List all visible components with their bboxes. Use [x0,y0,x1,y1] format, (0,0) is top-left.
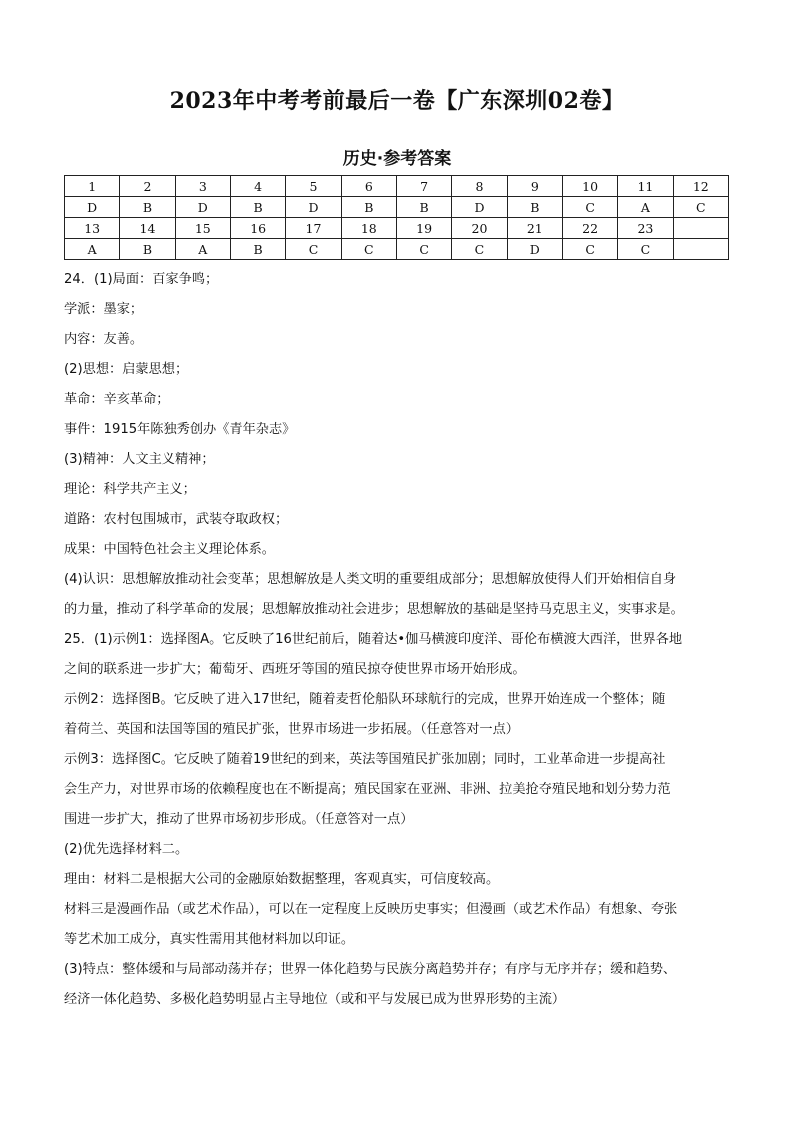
answer-line: (3)精神：人文主义精神； [64,452,215,467]
answer-line: 材料三是漫画作品（或艺术作品），可以在一定程度上反映历史事实；但漫画（或艺术作品）有想象、夸张 [64,902,678,917]
question-number-cell: 7 [396,176,451,197]
answer-table [64,175,729,260]
answer-cell: C [341,239,396,260]
question-number-cell: 19 [396,218,451,239]
question-number-cell: 23 [618,218,673,239]
answer-content [64,265,730,1015]
answer-cell: D [65,197,120,218]
answer-cell: B [341,197,396,218]
answer-line: 成果：中国特色社会主义理论体系。 [64,542,275,557]
document-subtitle: 历史·参考答案 [342,149,452,169]
answer-cell: B [396,197,451,218]
answer-cell: A [175,239,230,260]
answer-cell: C [396,239,451,260]
question-number-cell: 9 [507,176,562,197]
answer-line: 的力量，推动了科学革命的发展；思想解放推动社会进步；思想解放的基础是坚持马克思主义，实事求是。 [64,602,684,617]
answer-cell: D [286,197,341,218]
answer-line: 24．(1)局面：百家争鸣； [64,272,219,287]
question-number-cell: 13 [65,218,120,239]
question-number-cell: 16 [230,218,285,239]
answer-line: 着荷兰、英国和法国等国的殖民扩张，世界市场进一步拓展。（任意答对一点） [64,722,519,737]
question-number-cell: 5 [286,176,341,197]
answer-line: (4)认识：思想解放推动社会变革；思想解放是人类文明的重要组成部分；思想解放使得人们开始相信自身 [64,572,677,587]
answer-cell: A [618,197,673,218]
answer-cell: A [65,239,120,260]
answer-line: 围进一步扩大，推动了世界市场初步形成。（任意答对一点） [64,812,414,827]
answer-cell: B [507,197,562,218]
question-number-cell: 4 [230,176,285,197]
answer-row [65,197,729,218]
answer-cell: C [618,239,673,260]
answer-line: 示例3：选择图C。它反映了随着19世纪的到来，英法等国殖民扩张加剧；同时，工业革命进一步提高社 [64,752,666,767]
answer-line: 经济一体化趋势、多极化趋势明显占主导地位（或和平与发展已成为世界形势的主流） [64,992,566,1007]
answer-line: 理论：科学共产主义； [64,482,196,497]
question-number-cell: 1 [65,176,120,197]
answer-cell: D [507,239,562,260]
question-number-cell: 18 [341,218,396,239]
answer-line: 25．(1)示例1：选择图A。它反映了16世纪前后，随着达•伽马横渡印度洋、哥伦布横渡大西洋，世界各地 [64,632,683,647]
question-number-cell: 15 [175,218,230,239]
answer-cell: B [230,197,285,218]
answer-line: 理由：材料二是根据大公司的金融原始数据整理，客观真实，可信度较高。 [64,872,500,887]
answer-cell: B [120,197,175,218]
answer-cell: C [452,239,507,260]
answer-line: (3)特点：整体缓和与局部动荡并存；世界一体化趋势与民族分离趋势并存；有序与无序并存；缓和趋势、 [64,962,677,977]
answer-cell [673,239,728,260]
answer-line: 道路：农村包围城市，武装夺取政权； [64,512,289,527]
answer-line: 会生产力，对世界市场的依赖程度也在不断提高；殖民国家在亚洲、非洲、拉美抢夺殖民地和划分势力范 [64,782,671,797]
answer-cell: C [673,197,728,218]
answer-line: (2)思想：启蒙思想； [64,362,189,377]
answer-line: (2)优先选择材料二。 [64,842,189,857]
question-number-cell: 21 [507,218,562,239]
question-number-cell: 20 [452,218,507,239]
question-number-cell: 2 [120,176,175,197]
question-number-cell: 17 [286,218,341,239]
answer-cell: D [452,197,507,218]
question-number-cell: 10 [562,176,617,197]
answer-line: 之间的联系进一步扩大；葡萄牙、西班牙等国的殖民掠夺使世界市场开始形成。 [64,662,526,677]
answer-line: 学派：墨家； [64,302,144,317]
answer-cell: D [175,197,230,218]
answer-cell: C [562,197,617,218]
answer-cell: C [286,239,341,260]
question-number-cell: 3 [175,176,230,197]
answer-line: 事件：1915年陈独秀创办《青年杂志》 [64,422,296,437]
answer-line: 革命：辛亥革命； [64,392,170,407]
answer-cell: B [120,239,175,260]
question-number-cell: 8 [452,176,507,197]
question-number-cell: 22 [562,218,617,239]
answer-line: 示例2：选择图B。它反映了进入17世纪，随着麦哲伦船队环球航行的完成，世界开始连成一个整体；随 [64,692,666,707]
question-number-row [65,176,729,197]
answer-row [65,239,729,260]
question-number-cell: 14 [120,218,175,239]
answer-cell: C [562,239,617,260]
question-number-cell: 12 [673,176,728,197]
question-number-row [65,218,729,239]
question-number-cell: 6 [341,176,396,197]
question-number-cell: 11 [618,176,673,197]
answer-line: 等艺术加工成分，真实性需用其他材料加以印证。 [64,932,355,947]
answer-line: 内容：友善。 [64,332,144,347]
answer-cell: B [230,239,285,260]
document-title: 2023年中考考前最后一卷【广东深圳02卷】 [169,88,625,114]
question-number-cell [673,218,728,239]
